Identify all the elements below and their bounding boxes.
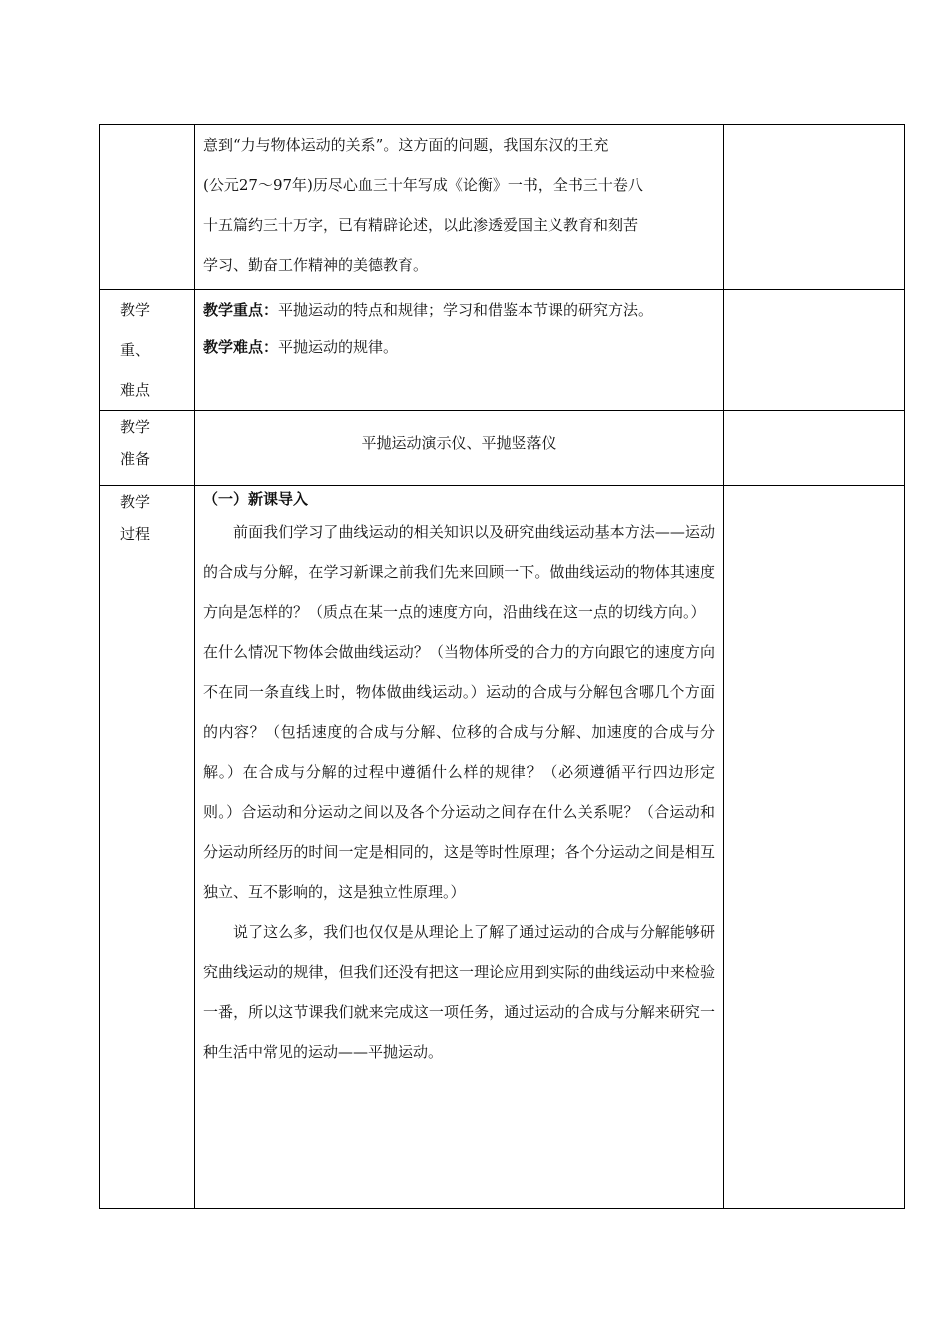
row-label-empty xyxy=(100,125,195,290)
key-point-label: 教学重点： xyxy=(203,301,279,319)
label-line: 教学 xyxy=(120,493,151,511)
difficulty-point xyxy=(203,327,715,367)
preparation-content xyxy=(195,411,724,486)
table-row xyxy=(100,486,905,1209)
goals-line: 意到“力与物体运动的关系”。这方面的问题，我国东汉的王充 xyxy=(203,136,609,154)
row-label-preparation xyxy=(100,411,195,486)
label-line: 重、 xyxy=(120,341,151,359)
key-point-text: 平抛运动的特点和规律；学习和借鉴本节课的研究方法。 xyxy=(278,301,654,319)
label-line: 教学 xyxy=(120,418,151,436)
label-line: 难点 xyxy=(120,381,151,399)
key-point xyxy=(203,290,715,327)
notes-cell xyxy=(724,125,905,290)
table-row xyxy=(100,290,905,411)
table-row xyxy=(100,411,905,486)
lesson-plan-table xyxy=(99,124,905,1209)
label-line: 教学 xyxy=(120,301,151,319)
key-points-content xyxy=(195,290,724,411)
row-label-key-points xyxy=(100,290,195,411)
table-row xyxy=(100,125,905,290)
goals-line: 学习、勤奋工作精神的美德教育。 xyxy=(203,256,429,274)
process-paragraph: 说了这么多，我们也仅仅是从理论上了解了通过运动的合成与分解能够研究曲线运动的规律，但我们还没有把这一理论应用到实际的曲线运动中来检验一番，所以这节课我们就来完成这一项任务，通过运动的合成与分解来研究一种生活中常见的运动——平抛运动。 xyxy=(203,923,715,1061)
process-content xyxy=(195,486,724,1209)
section-heading: （一）新课导入 xyxy=(203,490,309,508)
preparation-text: 平抛运动演示仪、平抛竖落仪 xyxy=(361,434,557,452)
goals-line: 十五篇约三十万字，已有精辟论述，以此渗透爱国主义教育和刻苦 xyxy=(203,216,639,234)
row-label-process xyxy=(100,486,195,1209)
difficulty-text: 平抛运动的规律。 xyxy=(278,338,399,356)
goals-content xyxy=(195,125,724,290)
goals-line: (公元27～97年)历尽心血三十年写成《论衡》一书，全书三十卷八 xyxy=(203,176,643,194)
difficulty-label: 教学难点： xyxy=(203,338,279,356)
label-line: 过程 xyxy=(120,525,151,543)
label-line: 准备 xyxy=(120,450,151,468)
process-paragraph: 在什么情况下物体会做曲线运动？（当物体所受的合力的方向跟它的速度方向不在同一条直线上时，物体做曲线运动。）运动的合成与分解包含哪几个方面的内容？（包括速度的合成与分解、位移的合成与分解、加速度的合成与分解。）在合成与分解的过程中遵循什么样的规律？（必须遵循平行四边形定则。）合运动和分运动之间以及各个分运动之间存在什么关系呢？（合运动和分运动所经历的时间一定是相同的，这是等时性原理；各个分运动之间是相互独立、互不影响的，这是独立性原理。） xyxy=(203,643,715,901)
notes-cell xyxy=(724,486,905,1209)
notes-cell xyxy=(724,290,905,411)
process-paragraph: 前面我们学习了曲线运动的相关知识以及研究曲线运动基本方法——运动的合成与分解，在学习新课之前我们先来回顾一下。做曲线运动的物体其速度方向是怎样的？（质点在某一点的速度方向，沿曲线在这一点的切线方向。） xyxy=(203,523,715,621)
notes-cell xyxy=(724,411,905,486)
